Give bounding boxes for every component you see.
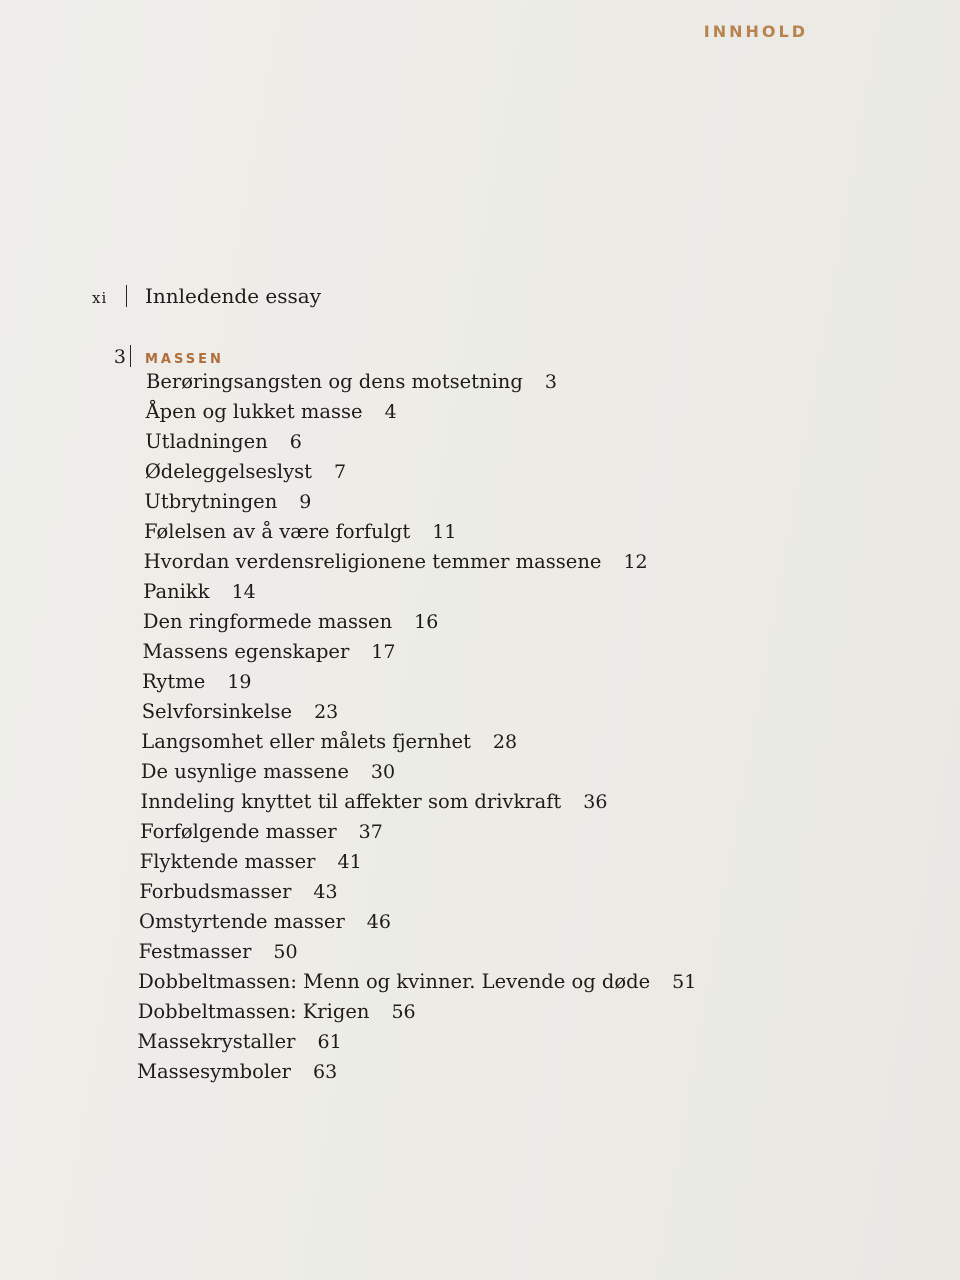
toc-entry xyxy=(143,607,438,637)
section-title: MASSEN xyxy=(145,352,224,367)
toc-entry-title: Selvforsinkelse xyxy=(141,700,293,723)
toc-entry xyxy=(139,937,298,967)
toc-entry-title: Festmasser xyxy=(138,940,252,963)
toc-entry xyxy=(141,757,395,787)
toc-entry-title: Den ringformede massen xyxy=(142,610,393,633)
toc-entry-page-number: 11 xyxy=(432,521,457,543)
toc-entry-page-number: 16 xyxy=(414,611,439,633)
toc-entry-page-number: 28 xyxy=(492,731,518,753)
toc-entry xyxy=(142,667,251,697)
toc-entry xyxy=(137,1057,337,1087)
divider-bar xyxy=(130,345,131,367)
toc-entry-title: Forfølgende masser xyxy=(140,820,337,843)
toc-entry xyxy=(143,577,256,607)
toc-entry xyxy=(145,427,302,457)
toc-entry-page-number: 12 xyxy=(623,551,648,573)
toc-entry-title: Utladningen xyxy=(145,430,268,453)
divider-bar xyxy=(126,285,127,307)
toc-entry-page-number: 23 xyxy=(314,701,339,723)
toc-entry-page-number: 7 xyxy=(334,461,347,483)
toc-entry-title: Åpen og lukket masse xyxy=(145,400,363,423)
toc-entry xyxy=(146,397,397,427)
toc-entry xyxy=(144,547,648,577)
toc-entry-title: Følelsen av å være forfulgt xyxy=(144,520,411,543)
toc-entry xyxy=(138,967,696,997)
toc-entry-title: Omstyrtende masser xyxy=(138,910,345,933)
toc-entry-title: Inndeling knyttet til affekter som drivkraft xyxy=(140,790,562,813)
toc-intro-entry xyxy=(92,281,321,308)
section-page-number: 3 xyxy=(113,346,126,368)
intro-page-number: xi xyxy=(92,289,108,307)
toc-entry-title: Massens egenskaper xyxy=(142,640,350,663)
toc-entry-page-number: 4 xyxy=(384,401,397,423)
toc-entry-title: Forbudsmasser xyxy=(139,880,292,903)
toc-entry xyxy=(144,517,456,547)
toc-entry-title: Hvordan verdensreligionene temmer massene xyxy=(143,550,602,573)
intro-title: Innledende essay xyxy=(145,284,321,308)
toc-entry xyxy=(140,817,383,847)
toc-entry-title: Massekrystaller xyxy=(137,1030,296,1053)
toc-entry xyxy=(144,487,311,517)
toc-entry-title: Rytme xyxy=(142,670,206,693)
toc-entry-page-number: 41 xyxy=(337,851,362,873)
toc-entry-page-number: 36 xyxy=(583,791,608,813)
toc-entry-title: Utbrytningen xyxy=(144,490,278,513)
toc-entry-title: Ødeleggelseslyst xyxy=(144,460,312,483)
toc-entry-title: Langsomhet eller målets fjernhet xyxy=(141,730,471,753)
toc-entry-title: Dobbeltmassen: Menn og kvinner. Levende og døde xyxy=(138,970,651,993)
toc-entry-page-number: 14 xyxy=(231,581,256,603)
toc-entry-title: Panikk xyxy=(143,580,210,603)
toc-entry xyxy=(145,457,346,487)
toc-entry-page-number: 37 xyxy=(358,821,383,843)
toc-entry xyxy=(140,847,362,877)
toc-entry-page-number: 63 xyxy=(312,1061,338,1083)
toc-entry xyxy=(146,367,557,397)
toc-entry xyxy=(142,637,395,667)
toc-entry xyxy=(139,907,391,937)
toc-entry xyxy=(139,877,337,907)
toc-entry-title: De usynlige massene xyxy=(140,760,349,783)
toc-entry-page-number: 30 xyxy=(370,761,396,783)
toc-entry xyxy=(137,1027,341,1057)
toc-entry-title: Dobbeltmassen: Krigen xyxy=(137,1000,370,1023)
toc-entry-page-number: 6 xyxy=(289,431,302,453)
toc-entry-page-number: 56 xyxy=(391,1001,416,1023)
toc-entry xyxy=(138,997,416,1027)
toc-entry-page-number: 43 xyxy=(313,881,338,903)
toc-entry-title: Massesymboler xyxy=(137,1060,291,1083)
toc-entry-page-number: 61 xyxy=(317,1031,342,1053)
toc-entry xyxy=(142,697,339,727)
toc-entry-page-number: 17 xyxy=(371,641,396,663)
toc-entry-page-number: 46 xyxy=(366,911,391,933)
toc-entry-title: Flyktende masser xyxy=(139,850,316,873)
toc-entry xyxy=(141,727,517,757)
toc-entry-title: Berøringsangsten og dens motsetning xyxy=(146,370,523,393)
toc-entry-page-number: 51 xyxy=(672,971,697,993)
toc-entry xyxy=(141,787,608,817)
toc-section-heading xyxy=(100,341,224,368)
toc-entry-page-number: 50 xyxy=(273,941,298,963)
toc-entry-page-number: 9 xyxy=(299,491,312,513)
toc-entry-page-number: 3 xyxy=(544,371,557,393)
toc-entry-page-number: 19 xyxy=(227,671,252,693)
page-header: INNHOLD xyxy=(703,22,808,41)
